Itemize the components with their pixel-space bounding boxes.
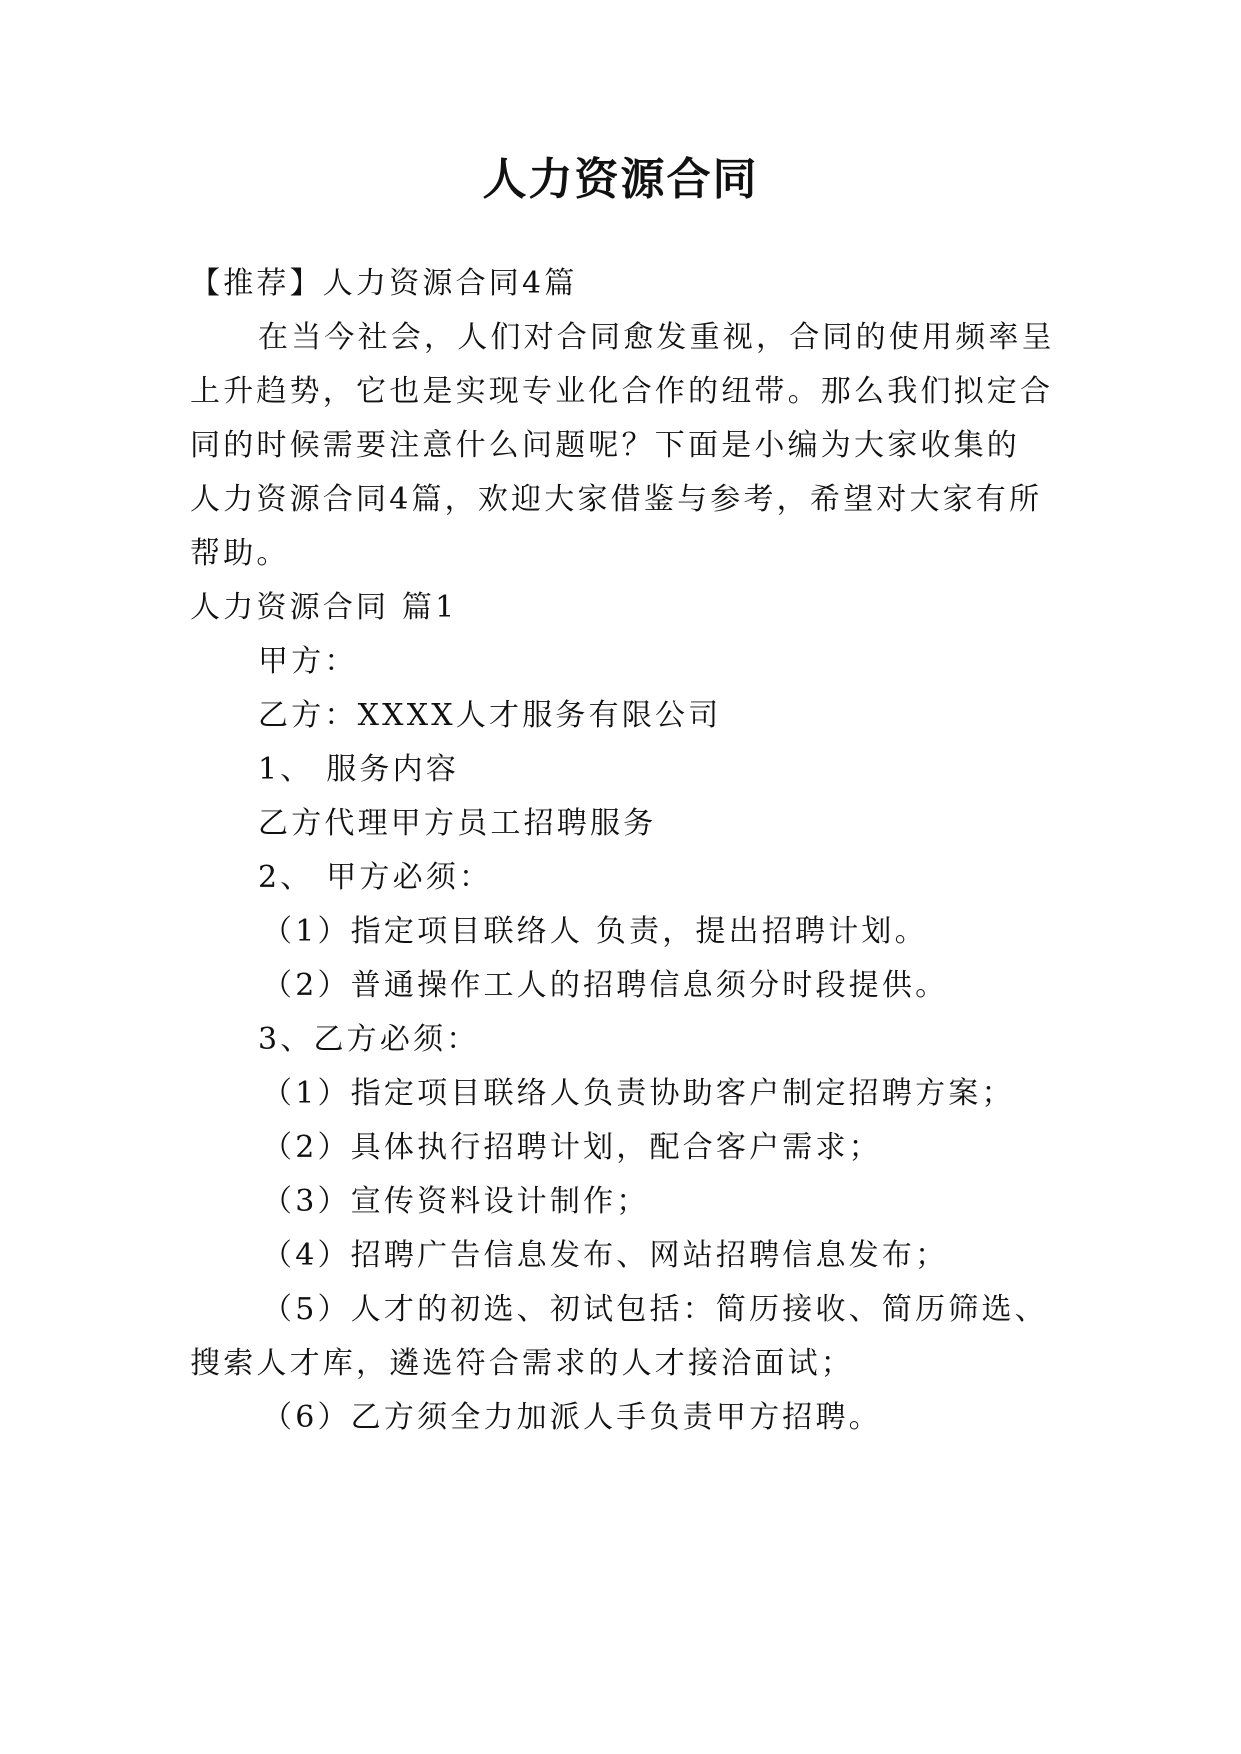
clause-item: （6）乙方须全力加派人手负责甲方招聘。 [262,1400,882,1435]
clause-heading: 2、 甲方必须： [258,860,493,895]
clause-item: （1）指定项目联络人 负责，提出招聘计划。 [262,914,928,949]
clause-heading: 3、乙方必须： [258,1022,480,1057]
section-heading: 人力资源合同 篇1 [190,590,458,625]
recommend-heading: 【推荐】人力资源合同4篇 [190,266,578,301]
clause-item: （1）指定项目联络人负责协助客户制定招聘方案； [262,1076,1015,1111]
intro-paragraph-line: 帮助。 [190,536,290,571]
clause-item-continued: 搜索人才库，遴选符合需求的人才接洽面试； [190,1346,854,1381]
party-a-line: 甲方： [258,644,358,679]
clause-text: 乙方代理甲方员工招聘服务 [258,806,657,841]
clause-heading: 1、 服务内容 [258,752,460,787]
intro-paragraph-line: 同的时候需要注意什么问题呢？下面是小编为大家收集的 [190,428,1020,463]
clause-item: （5）人才的初选、初试包括：简历接收、简历筛选、 [262,1292,1048,1327]
document-title: 人力资源合同 [482,154,759,205]
intro-paragraph-line: 上升趋势，它也是实现专业化合作的纽带。那么我们拟定合 [190,374,1054,409]
clause-item: （4）招聘广告信息发布、网站招聘信息发布； [262,1238,949,1273]
party-b-line: 乙方：XXXX人才服务有限公司 [258,698,722,733]
clause-item: （3）宣传资料设计制作； [262,1184,650,1219]
clause-item: （2）普通操作工人的招聘信息须分时段提供。 [262,968,949,1003]
intro-paragraph-line: 人力资源合同4篇，欢迎大家借鉴与参考，希望对大家有所 [190,482,1043,517]
intro-paragraph-line: 在当今社会，人们对合同愈发重视，合同的使用频率呈 [258,320,1055,355]
clause-item: （2）具体执行招聘计划，配合客户需求； [262,1130,882,1165]
